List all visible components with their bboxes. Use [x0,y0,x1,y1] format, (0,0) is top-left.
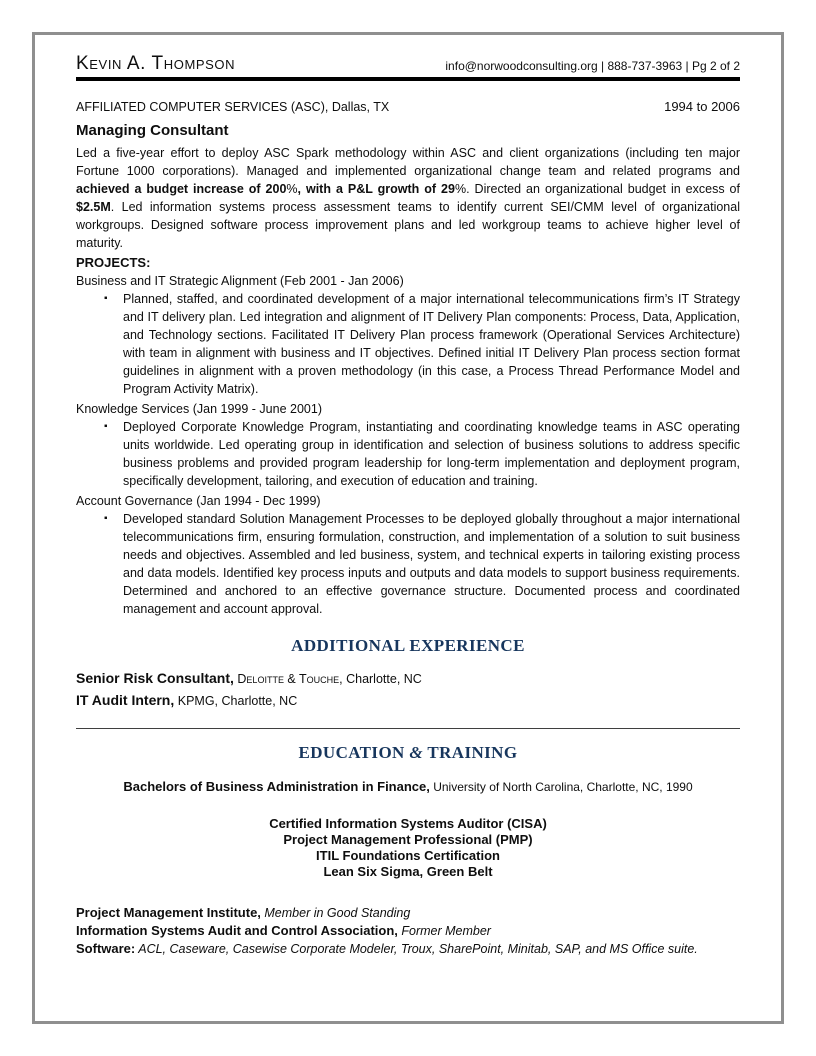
membership-status: Former Member [397,924,491,938]
project-title: Business and IT Strategic Alignment (Feb 2001 - Jan 2006) [76,274,404,288]
candidate-name: Kevin A. Thompson [76,53,236,74]
experience-location: Charlotte, NC [221,694,298,708]
project-bullet-row [104,418,740,490]
page-border-frame [32,32,784,1024]
software-line [76,940,740,958]
projects-heading: PROJECTS: [76,255,151,270]
company-name: AFFILIATED COMPUTER SERVICES (ASC), Dallas, TX [76,100,390,114]
company-row [76,99,740,114]
summary-text-3: %. Directed an organizational budget in excess of [454,182,740,196]
membership-item [76,922,740,940]
experience-role: IT Audit Intern, [76,692,175,708]
membership-status: Member in Good Standing [260,906,411,920]
membership-org: Project Management Institute, [76,905,261,920]
software-list: ACL, Caseware, Casewise Corporate Modeler, Troux, SharePoint, Minitab, SAP, and MS Office suite. [135,942,698,956]
education-heading [76,743,740,763]
membership-org: Information Systems Audit and Control Association, [76,923,398,938]
contact-info: info@norwoodconsulting.org | 888-737-3963 | Pg 2 of 2 [445,59,740,73]
degree-name: Bachelors of Business Administration in Finance, [123,779,430,794]
education-section [76,743,740,880]
project-bullet-text: Deployed Corporate Knowledge Program, instantiating and coordinating knowledge teams in ASC operating units worldwide. Led operating group in identification and selection of business solutions to address specific business problems and provided program leadership for long-term implementation and deployment program, specifically development, tailoring, and execution of education and training. [123,420,740,488]
certification-item: Lean Six Sigma, Green Belt [323,864,493,879]
project-block [76,272,740,398]
employment-section [76,99,740,618]
section-divider-rule [76,728,740,729]
additional-experience-list [76,668,740,712]
project-bullet-text: Planned, staffed, and coordinated development of a major international telecommunications firm’s IT Strategy and IT delivery plan. Led integration and alignment of IT Delivery Plan components: Process, Data, Application, and Technology sections. Facilitated IT Delivery Plan process framework (Operational Services Architecture) with team in alignment with business and IT objectives. Defined initial IT Delivery Plan process section format guidelines in alignment with a proven methodology (in this case, a Process Thread Performance Model and Program Activity Matrix). [123,292,740,396]
experience-item [76,668,740,690]
project-bullet-row [104,510,740,618]
job-title: Managing Consultant [76,122,229,139]
project-block [76,400,740,490]
summary-text-4: . Led information systems process assessment teams to identify current SEI/CMM level of organizational workgroups. Designed software process improvement plans and led workgroup teams to achieve higher level of maturity. [76,200,740,250]
employment-dates: 1994 to 2006 [664,99,740,114]
summary-bold-3: $2.5M [76,200,111,214]
certification-item: Project Management Professional (PMP) [283,832,533,847]
summary-bold-1: achieved a budget increase of 200 [76,182,287,196]
square-bullet-icon: ▪ [104,421,108,432]
summary-bold-2: , with a P&L growth of 29 [297,182,455,196]
certifications-list [76,816,740,880]
memberships-section [76,904,740,958]
software-label: Software: [76,941,136,956]
additional-experience-section [76,636,740,712]
certification-item: ITIL Foundations Certification [316,848,500,863]
square-bullet-icon: ▪ [104,293,108,304]
experience-firm: Deloitte & Touche, [237,672,343,686]
degree-school: University of North Carolina, Charlotte, NC, 1990 [429,780,693,794]
job-summary [76,144,740,252]
page-header [76,53,740,81]
experience-firm: KPMG, [177,694,219,708]
ampersand: & [409,743,424,762]
project-block [76,492,740,618]
project-bullet-text: Developed standard Solution Management Processes to be deployed globally throughout a major international telecommunications firm, ensuring formulation, construction, and implementation of a solution to suit business needs and objectives. Assembled and led business, system, and technical experts in tailoring existing process and data models. Identified key process inputs and outputs and data models to support business requirements. Determined and anchored to an effective governance structure. Documented process and coordinated management and account approval. [123,512,740,616]
education-heading-text: EDUCATION [298,743,405,762]
experience-location: Charlotte, NC [346,672,422,686]
experience-item [76,690,740,712]
project-title: Account Governance (Jan 1994 - Dec 1999) [76,494,321,508]
project-title: Knowledge Services (Jan 1999 - June 2001) [76,402,322,416]
summary-text-1: Led a five-year effort to deploy ASC Spark methodology within ASC and client organizations (including ten major Fortune 1000 corporations). Managed and implemented organizational change team and related programs and [76,146,740,178]
additional-experience-heading: ADDITIONAL EXPERIENCE [291,636,525,655]
project-bullet-row [104,290,740,398]
experience-role: Senior Risk Consultant, [76,670,234,686]
square-bullet-icon: ▪ [104,513,108,524]
membership-item [76,904,740,922]
certification-item: Certified Information Systems Auditor (CISA) [269,816,547,831]
header-rule [76,77,740,81]
degree-line [76,779,740,794]
summary-text-2: % [286,182,298,196]
header-name-row [76,53,740,75]
education-heading-text: TRAINING [427,743,518,762]
